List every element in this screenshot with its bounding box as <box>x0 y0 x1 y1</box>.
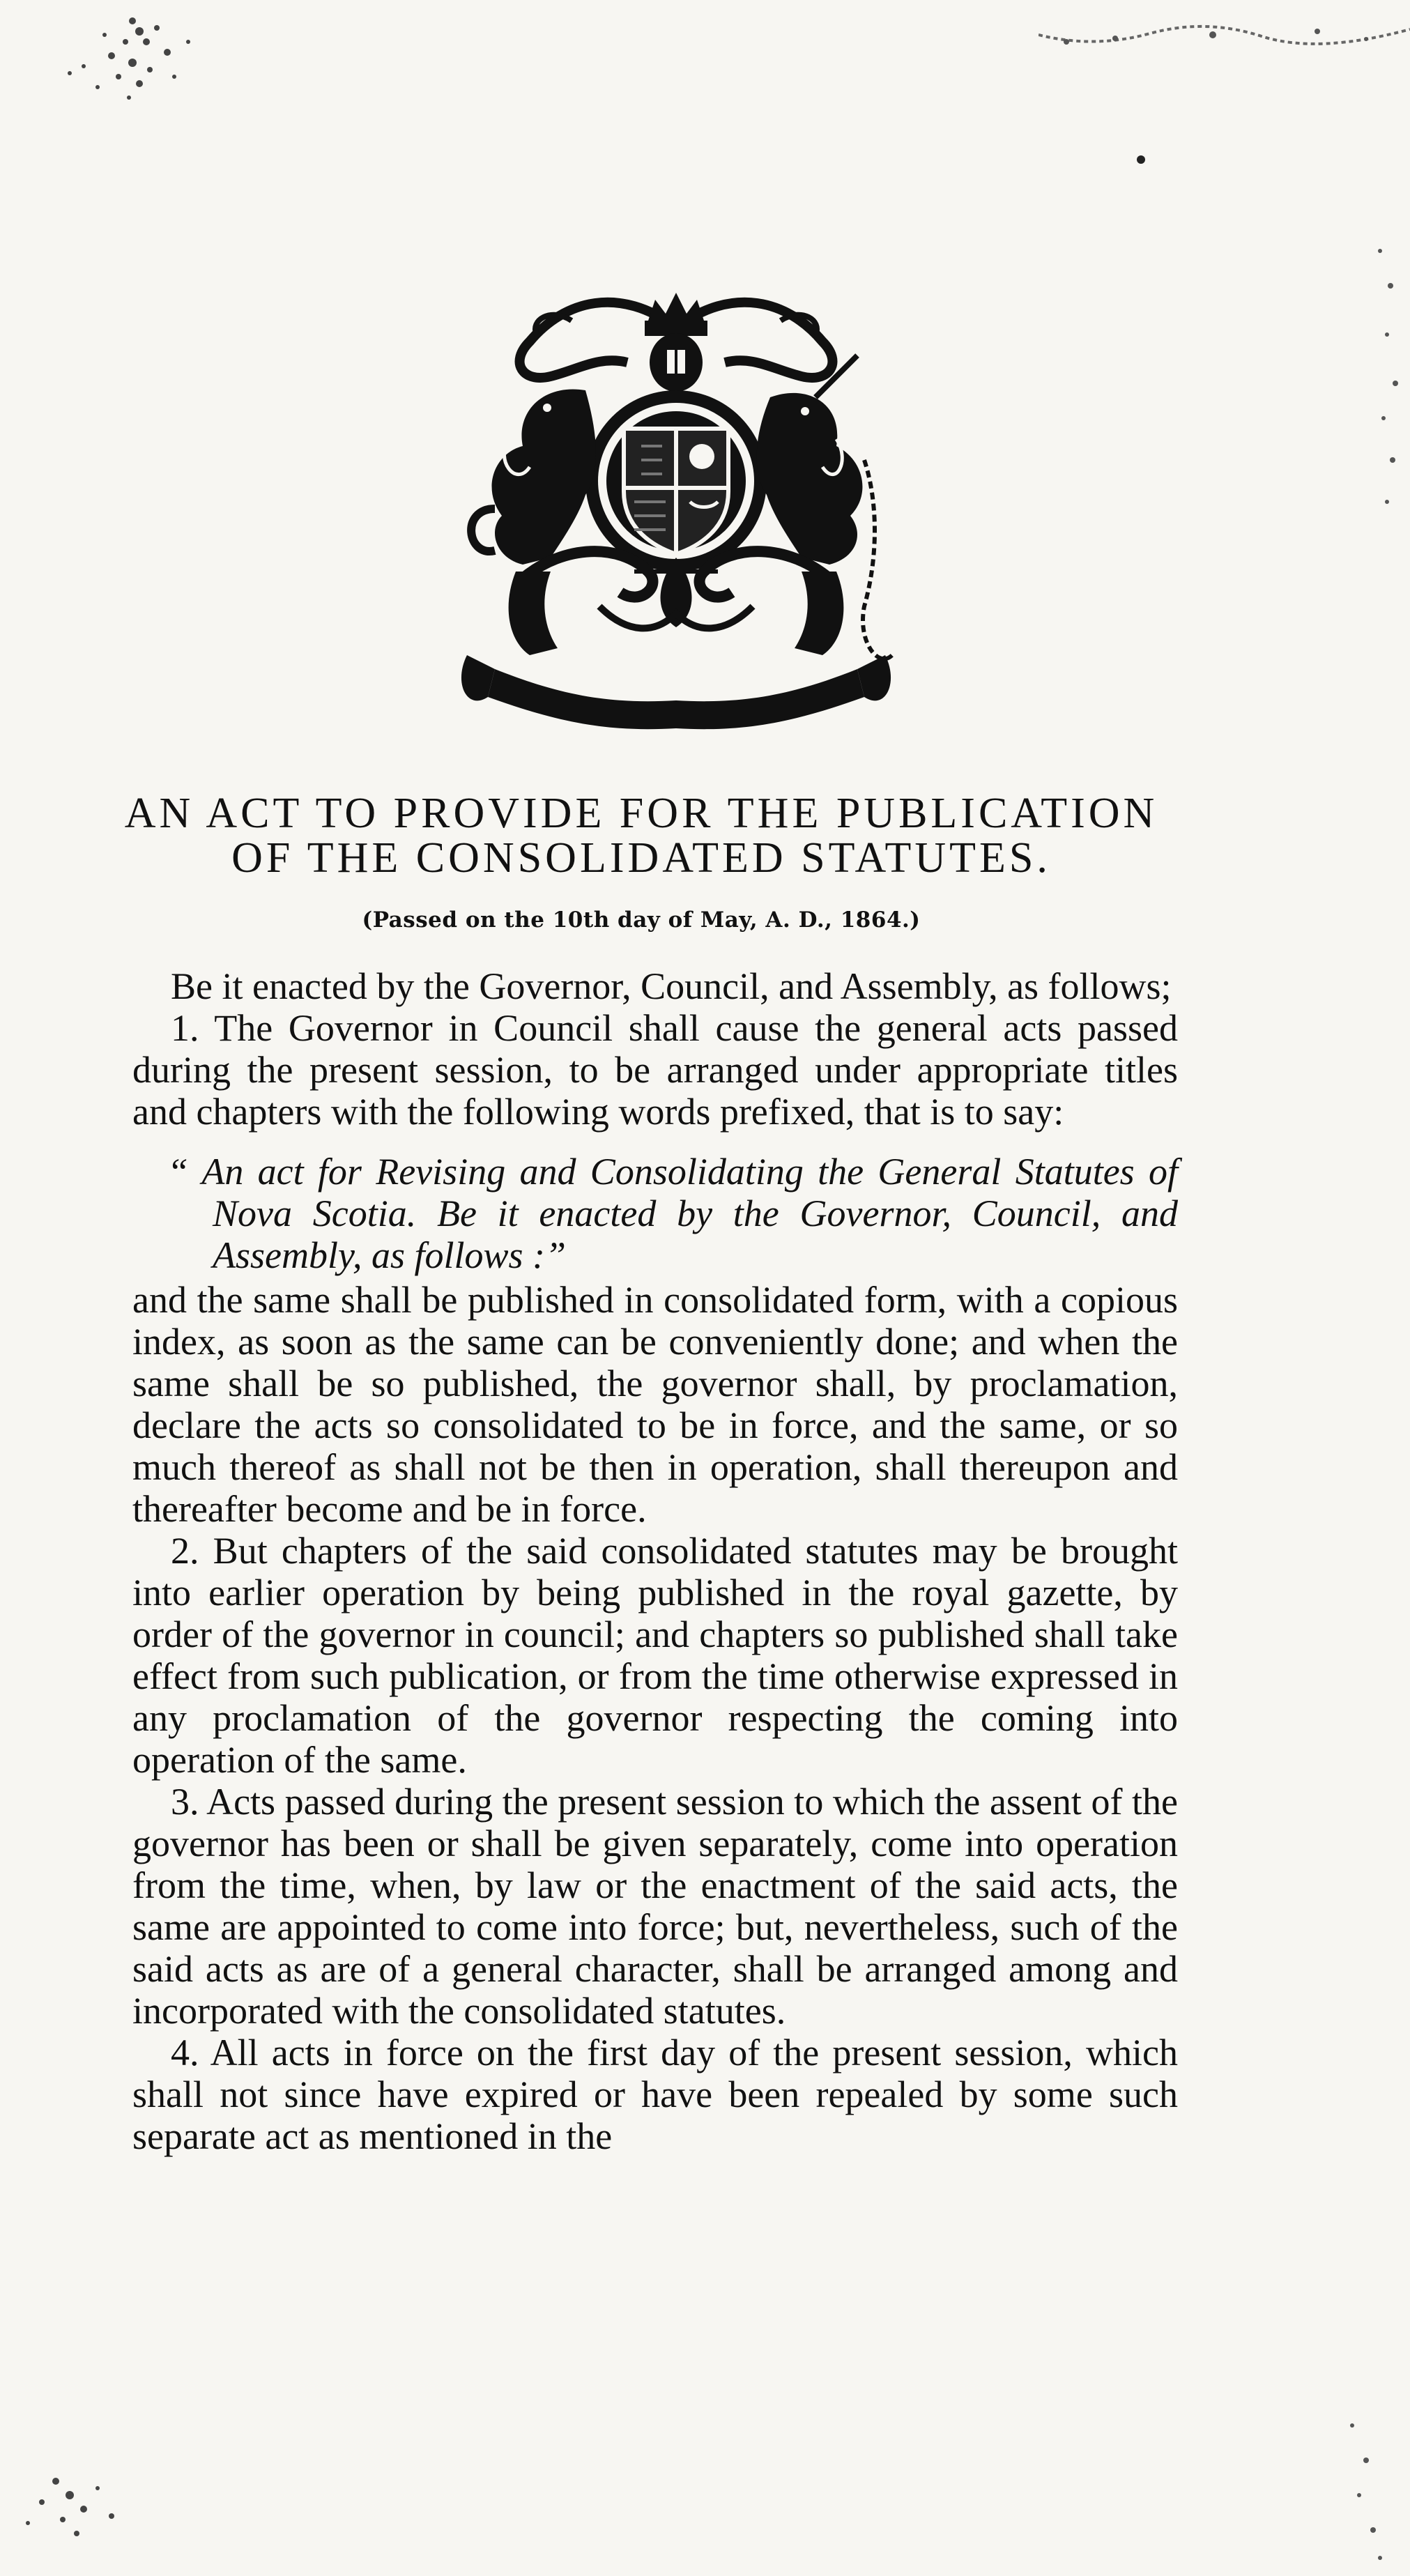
act-body <box>132 965 1178 2157</box>
scan-dot <box>1136 155 1146 164</box>
preamble: Be it enacted by the Governor, Council, and Assembly, as follows; <box>171 965 1172 1007</box>
scan-artifact-top-left <box>28 0 237 118</box>
section-4: 4. All acts in force on the first day of the present session, which shall not since have expired or have been repealed by some such separate act as mentioned in the <box>132 2032 1178 2157</box>
act-title-line-1: AN ACT TO PROVIDE FOR THE PUBLICATION <box>124 790 1158 837</box>
passed-date: (Passed on the 10th day of May, A. D., 1864.) <box>362 907 921 933</box>
section-3: 3. Acts passed during the present session to which the assent of the governor has been or shall be given separately, come into operation from the time, when, by law or the enactment of the said acts, the same are appointed to come into force; but, nevertheless, such of the said acts as are of a general character, shall be arranged among and incorporated with the consolidated statutes. <box>132 1781 1178 2032</box>
scan-artifact-bottom-right <box>1310 2398 1410 2576</box>
scan-artifact-bottom-left <box>0 2439 181 2576</box>
coat-of-arms-emblem <box>390 279 962 753</box>
section-1: 1. The Governor in Council shall cause the general acts passed during the present session, to be arranged under appropriate titles and chapters with the following words prefixed, that is to say: <box>132 1007 1178 1133</box>
section-2: 2. But chapters of the said consolidated statutes may be brought into earlier operation by being published in the royal gazette, by order of the governor in council; and chapters so published shall take effect from such publication, or from the time otherwise expressed in any proclamation of the governor respecting the coming into operation of the same. <box>132 1530 1178 1781</box>
scan-artifact-top-right <box>1039 14 1410 56</box>
scan-artifact-right-edge <box>1359 237 1410 530</box>
act-title <box>105 791 1178 880</box>
prefixed-words-quote: “ An act for Revising and Consolidating the General Statutes of Nova Scotia. Be it enacted by the Governor, Council, and Assembly, as follows :” <box>167 1151 1178 1276</box>
section-1-continued: and the same shall be published in consolidated form, with a copious index, as soon as the same can be conveniently done; and when the same shall be so published, the governor shall, by proclamation, declare the acts so consolidated to be in force, and the same, or so much thereof as shall not be then in operation, shall thereupon and thereafter become and be in force. <box>132 1279 1178 1530</box>
act-title-line-2: OF THE CONSOLIDATED STATUTES. <box>231 834 1051 882</box>
royal-crest <box>390 279 962 753</box>
